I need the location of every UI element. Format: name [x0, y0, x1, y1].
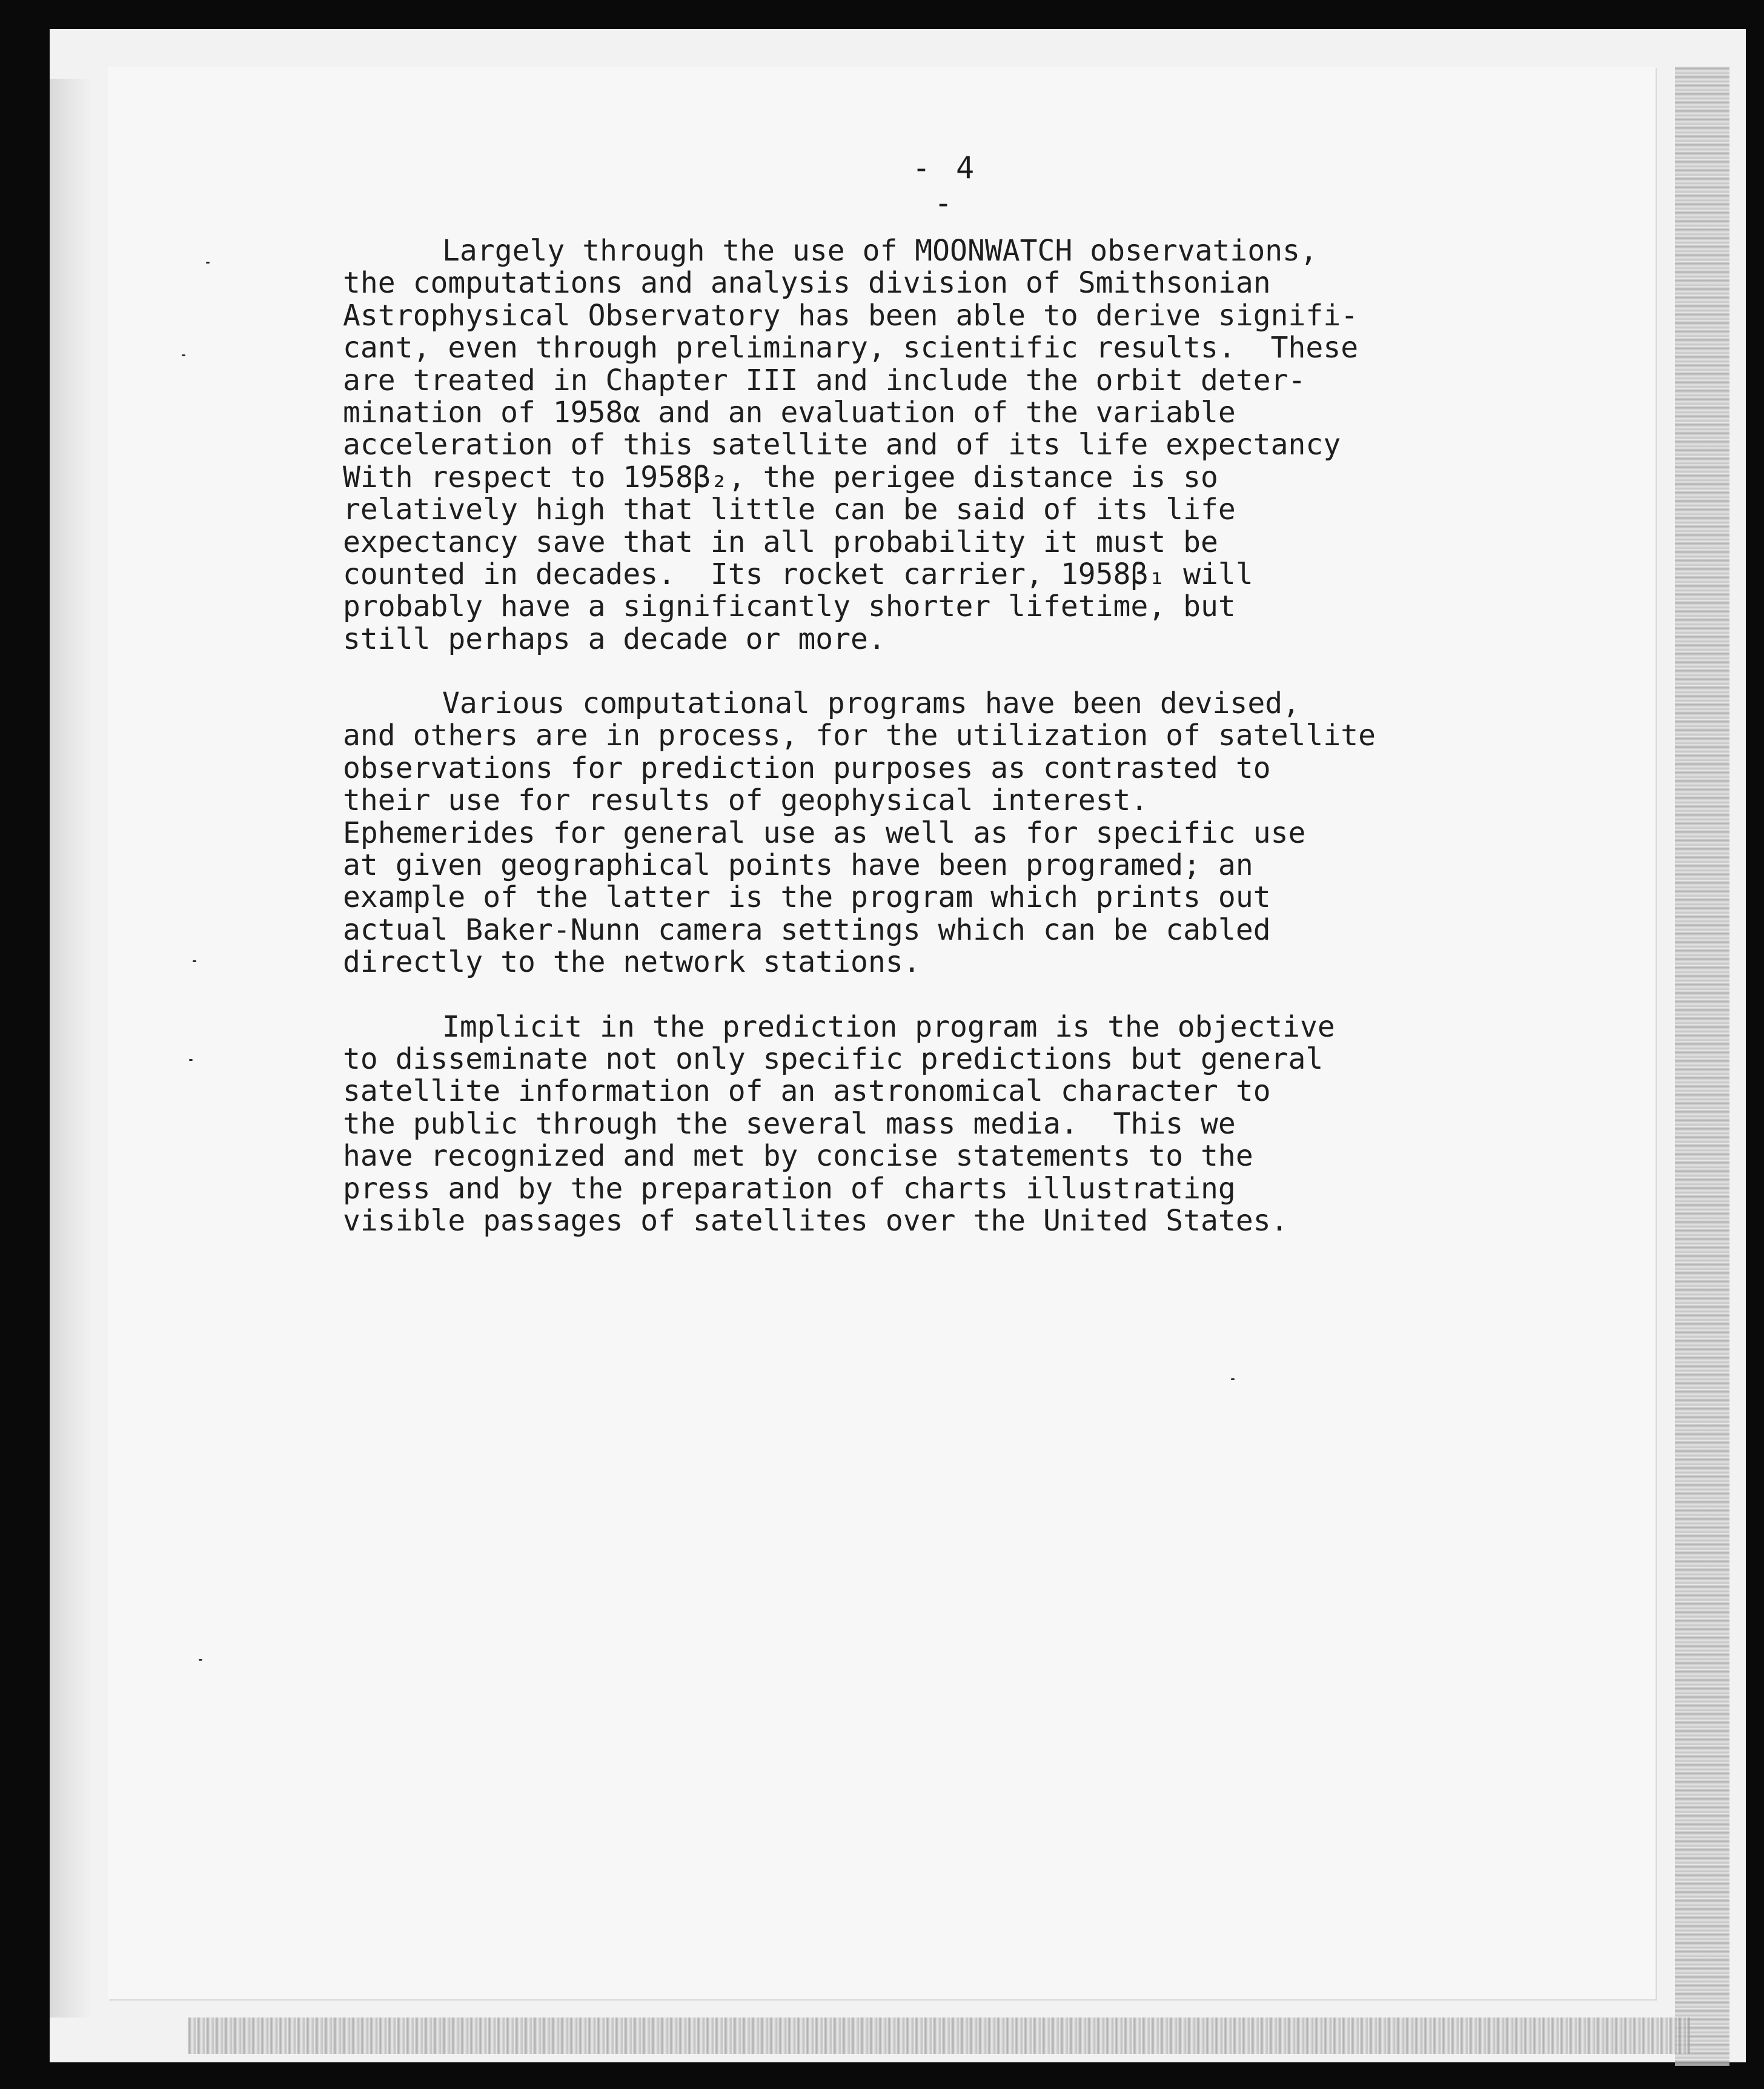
text-line: still perhaps a decade or more. [343, 622, 886, 656]
paragraph [343, 688, 1524, 979]
text-line: cant, even through preliminary, scientific results. These [343, 331, 1359, 365]
text-line: actual Baker-Nunn camera settings which can be cabled [343, 912, 1271, 947]
text-line: satellite information of an astronomical character to [343, 1074, 1271, 1109]
text-line: directly to the network stations. [343, 945, 921, 980]
page-shadow [50, 79, 92, 2018]
scan-speck [182, 354, 185, 356]
page-number: - 4 - [912, 150, 978, 221]
text-line: probably have a significantly shorter lifetime, but [343, 590, 1236, 624]
text-line: example of the latter is the program which prints out [343, 880, 1271, 915]
text-line: counted in decades. Its rocket carrier, 1958β₁ will [343, 557, 1253, 591]
scan-speck [189, 1059, 193, 1061]
text-line: the computations and analysis division of Smithsonian [343, 266, 1271, 301]
paragraph [343, 235, 1524, 656]
scan-speck [206, 262, 210, 264]
text-line: Astrophysical Observatory has been able to derive signifi- [343, 298, 1359, 333]
document-body [343, 235, 1524, 1269]
text-line: mination of 1958α and an evaluation of the variable [343, 395, 1236, 430]
text-line: are treated in Chapter III and include the orbit deter- [343, 363, 1306, 397]
text-line: at given geographical points have been programed; an [343, 848, 1253, 883]
text-line: their use for results of geophysical interest. [343, 783, 1149, 818]
text-line: and others are in process, for the utilization of satellite [343, 719, 1376, 753]
text-line: to disseminate not only specific predictions but general [343, 1041, 1324, 1076]
scan-speck [1231, 1378, 1235, 1380]
text-line: Ephemerides for general use as well as for specific use [343, 815, 1306, 850]
stacked-pages-edge-bottom [188, 2018, 1690, 2054]
scan-speck [193, 960, 196, 962]
text-line: observations for prediction purposes as contrasted to [343, 751, 1271, 785]
scan-speck [199, 1659, 202, 1661]
text-line: have recognized and met by concise statements to the [343, 1139, 1253, 1174]
text-line: Various computational programs have been devised, [442, 686, 1301, 721]
text-line: relatively high that little can be said of its life [343, 493, 1236, 527]
text-line: Largely through the use of MOONWATCH observations, [442, 234, 1318, 268]
text-line: With respect to 1958β₂, the perigee distance is so [343, 460, 1218, 494]
stacked-pages-edge-right [1675, 67, 1729, 2066]
text-line: Implicit in the prediction program is the objective [442, 1009, 1335, 1044]
text-line: visible passages of satellites over the United States. [343, 1203, 1288, 1238]
text-line: the public through the several mass media. This we [343, 1106, 1236, 1141]
text-line: expectancy save that in all probability it must be [343, 525, 1218, 559]
paragraph [343, 1011, 1524, 1238]
text-line: press and by the preparation of charts illustrating [343, 1171, 1236, 1206]
text-line: acceleration of this satellite and of its life expectancy [343, 428, 1341, 462]
